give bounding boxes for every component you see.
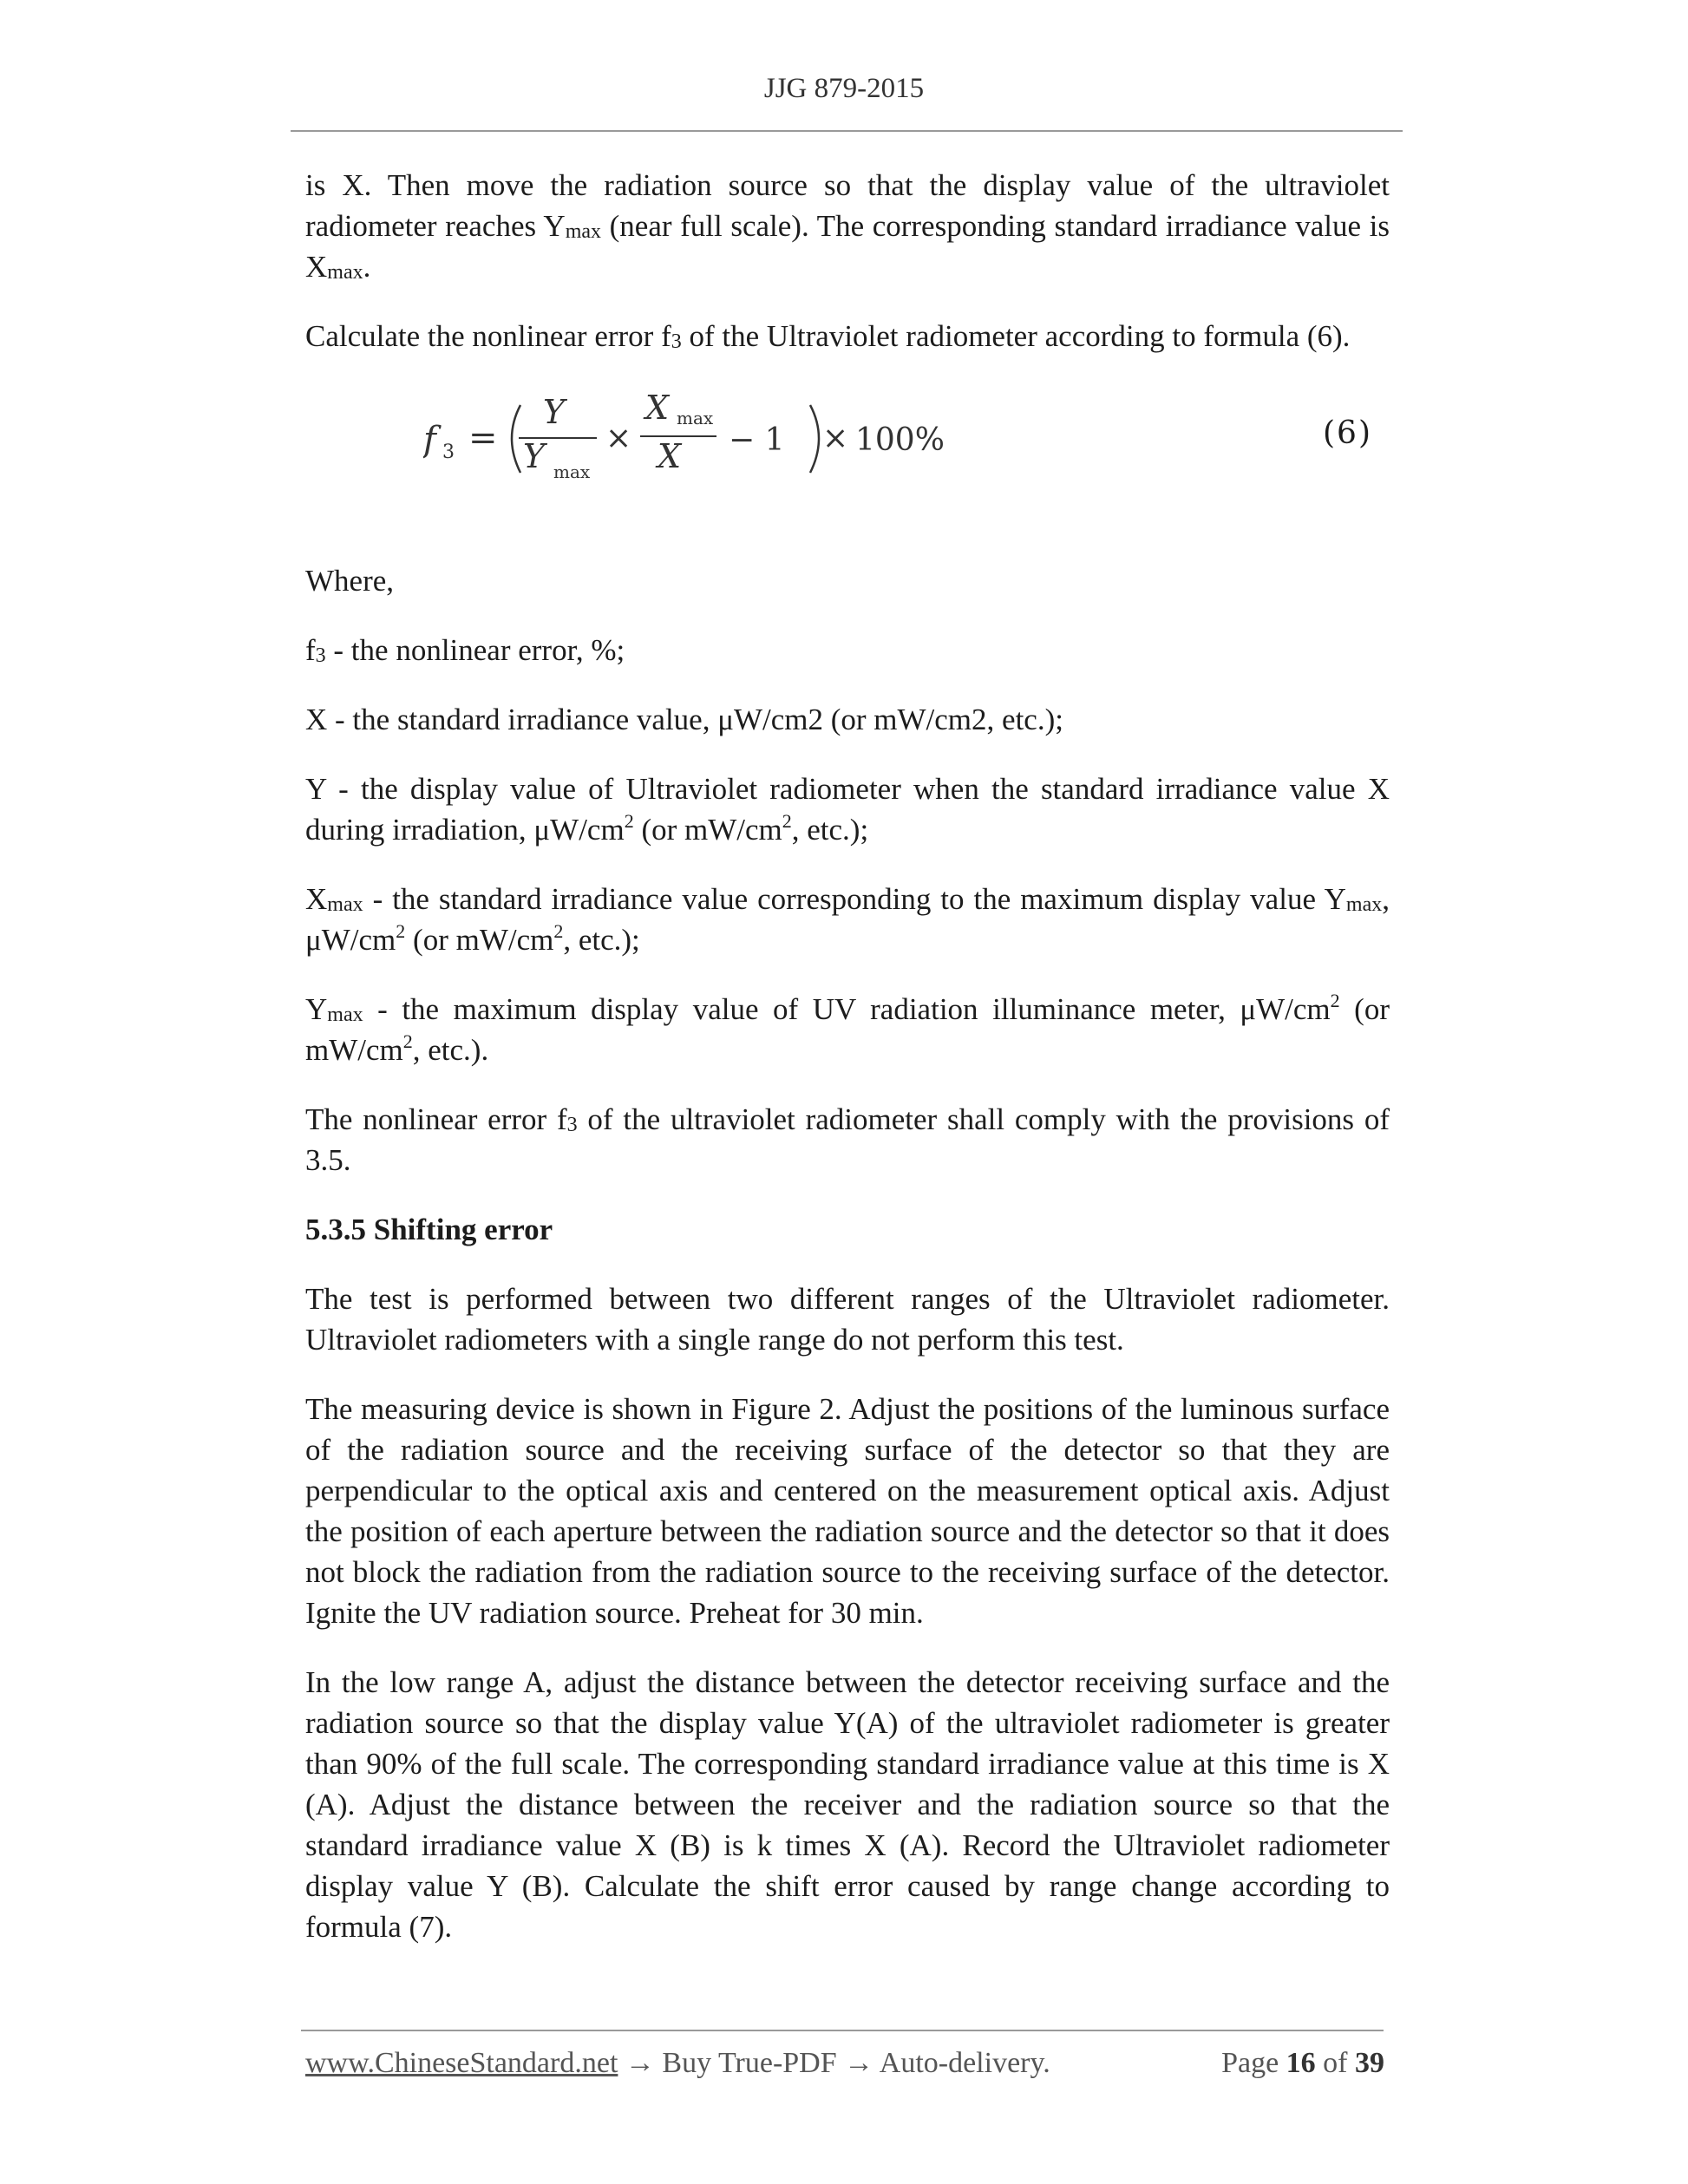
subscript: max xyxy=(327,893,363,916)
text: (near full scale). The corresponding standard irradiance value is X xyxy=(305,209,1390,284)
text: X xyxy=(305,882,328,916)
superscript: 2 xyxy=(1330,990,1340,1011)
formula-lhs-sub: 3 xyxy=(442,441,455,463)
header-divider xyxy=(291,130,1403,132)
superscript: 2 xyxy=(782,810,792,832)
subscript: max xyxy=(1345,893,1383,916)
definition-ymax xyxy=(305,989,1390,1070)
formula-percent: 100% xyxy=(855,422,945,458)
superscript: 2 xyxy=(553,920,564,942)
subscript: 3 xyxy=(671,330,682,353)
subscript: 3 xyxy=(315,644,326,667)
paragraph-shift-2: The measuring device is shown in Figure 2. Adjust the positions of the luminous surface of the radiation source and the receiving surface of the detector so that they are perpendicular to the optical axis and centered on the measurement optical axis. Adjust the position of each aperture between the radiation source and the detector so that it does not block the radiation from the radiation source to the receiving surface of the detector. Ignite the UV radiation source. Preheat for 30 min. xyxy=(305,1392,1390,1630)
text: . xyxy=(363,250,371,284)
fraction1-denominator: Y xyxy=(523,437,546,475)
definition-f3 xyxy=(305,630,1390,670)
definition-y xyxy=(305,768,1390,850)
paragraph-intro xyxy=(305,165,1390,287)
right-paren xyxy=(810,405,819,473)
definition-x: X - the standard irradiance value, μW/cm2 (or mW/cm2, etc.); xyxy=(305,703,1063,736)
text: (or mW/cm xyxy=(305,992,1390,1067)
subscript: max xyxy=(327,1004,363,1026)
text: of the ultraviolet radiometer shall comply with the provisions of 3.5. xyxy=(305,1102,1390,1177)
text: , μW/cm xyxy=(305,882,1390,957)
text: , etc.). xyxy=(412,1033,489,1067)
text: The nonlinear error f xyxy=(305,1102,567,1136)
fraction1-denominator-sub: max xyxy=(553,461,591,482)
formula-equals: = xyxy=(468,418,498,458)
fraction1-numerator: Y xyxy=(543,393,566,431)
paragraph-shift-1: The test is performed between two different ranges of the Ultraviolet radiometer. Ultraviolet radiometers with a single range do not perform this test. xyxy=(305,1282,1390,1357)
text: (or mW/cm xyxy=(405,923,554,957)
superscript: 2 xyxy=(396,920,406,942)
of-label: of xyxy=(1315,2047,1355,2079)
text: (or mW/cm xyxy=(633,813,782,847)
text: Y - the display value of Ultraviolet radiometer when the standard irradiance value X during irradiation, μW/cm xyxy=(305,772,1390,847)
page-label: Page xyxy=(1221,2047,1286,2079)
text: - the standard irradiance value corresponding to the maximum display value Y xyxy=(363,882,1346,916)
fraction2-numerator: X xyxy=(645,389,670,427)
text: , etc.); xyxy=(791,813,869,847)
formula-minus-one: − 1 xyxy=(729,422,785,458)
text: is X. Then move the radiation source so that the display value of the ultraviolet radiometer reaches Y xyxy=(305,168,1390,243)
formula-svg xyxy=(423,376,987,523)
formula-6 xyxy=(305,376,1390,532)
fraction2-denominator: X xyxy=(658,437,682,475)
text: - the maximum display value of UV radiation illuminance meter, μW/cm xyxy=(363,992,1331,1026)
text: Calculate the nonlinear error f xyxy=(305,319,671,353)
page-total: 39 xyxy=(1355,2047,1384,2079)
paragraph-shift-3: In the low range A, adjust the distance between the detector receiving surface and the radiation source so that the display value Y(A) of the ultraviolet radiometer is greater than 90% of the full scale. The corresponding standard irradiance value at this time is X (A). Adjust the distance between the receiver and the radiation source so that the standard irradiance value X (B) is k times X (A). Record the Ultraviolet radiometer display value Y (B). Calculate the shift error caused by range change according to formula (7). xyxy=(305,1665,1390,1944)
page-number: 16 xyxy=(1286,2047,1316,2079)
fraction2-numerator-sub: max xyxy=(677,408,714,428)
text: - the nonlinear error, %; xyxy=(325,633,625,667)
formula-times1: × xyxy=(605,421,632,456)
text: , etc.); xyxy=(563,923,640,957)
page-indicator xyxy=(1221,2047,1384,2080)
superscript: 2 xyxy=(624,810,634,832)
superscript: 2 xyxy=(402,1030,413,1052)
document-header: JJG 879-2015 xyxy=(763,73,925,104)
formula-number: (6) xyxy=(1323,415,1372,451)
text: f xyxy=(305,633,316,667)
subscript: max xyxy=(565,220,602,243)
website-link[interactable]: www.ChineseStandard.net xyxy=(305,2047,618,2079)
definition-xmax xyxy=(305,879,1390,960)
paragraph-calculate xyxy=(305,316,1390,356)
subscript: 3 xyxy=(566,1114,578,1136)
text: of the Ultraviolet radiometer according to formula (6). xyxy=(681,319,1351,353)
formula-lhs: f xyxy=(423,420,436,460)
footer-left xyxy=(305,2047,1050,2080)
footer-tagline: → Buy True-PDF → Auto-delivery. xyxy=(618,2047,1050,2079)
paragraph-where: Where, xyxy=(305,564,395,598)
section-heading: 5.3.5 Shifting error xyxy=(305,1213,553,1246)
subscript: max xyxy=(327,261,363,284)
paragraph-comply xyxy=(305,1099,1390,1180)
formula-times2: × xyxy=(822,421,849,456)
text: Y xyxy=(305,992,328,1026)
document-body xyxy=(305,165,1390,1947)
footer-divider xyxy=(301,2030,1384,2031)
